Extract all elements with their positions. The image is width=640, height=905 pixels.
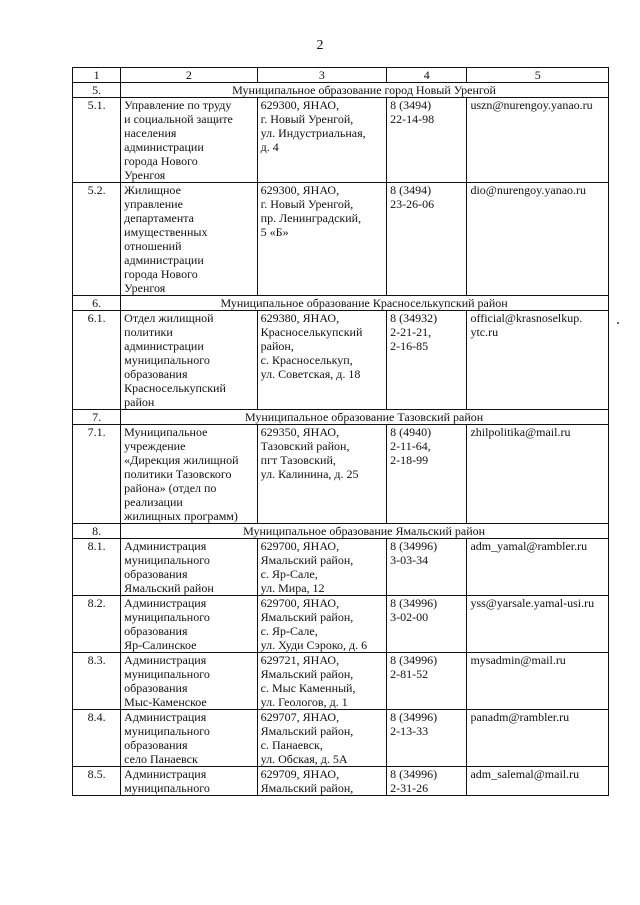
section-number-text: 7. (92, 410, 102, 424)
organization-email (467, 710, 609, 767)
row-number-text: 6.1. (87, 311, 106, 325)
organization-email-text: yss@yarsale.yamal-usi.ru (470, 596, 595, 610)
row-number (73, 311, 121, 410)
organization-name (121, 767, 258, 796)
organization-phone-text: 8 (34996) 2-81-52 (390, 653, 438, 681)
row-number-text: 8.3. (87, 653, 106, 667)
organization-email (467, 539, 609, 596)
organization-email (467, 183, 609, 296)
row-number (73, 98, 121, 183)
section-number (73, 410, 121, 425)
organization-phone-text: 8 (34996) 2-31-26 (390, 767, 438, 795)
section-number-text: 5. (92, 83, 102, 97)
section-title-text: Муниципальное образование Тазовский район (245, 410, 484, 424)
organization-phone-text: 8 (34932) 2-21-21, 2-16-85 (390, 311, 438, 353)
column-number: 4 (387, 68, 467, 83)
section-number (73, 524, 121, 539)
section-title (121, 296, 609, 311)
organization-address-text: 629707, ЯНАО, Ямальский район, с. Панаевск, ул. Обская, д. 5А (260, 710, 354, 766)
organization-name-text: Администрация муниципального образования Яр-Салинское (124, 596, 210, 652)
organization-address (257, 183, 386, 296)
organization-phone-text: 8 (3494) 22-14-98 (390, 98, 435, 126)
organization-name (121, 653, 258, 710)
organization-name-text: Администрация муниципального образования село Панаевск (124, 710, 210, 766)
organization-address (257, 710, 386, 767)
table-row (73, 767, 609, 796)
scan-speck (617, 322, 619, 324)
section-number (73, 296, 121, 311)
organization-address-text: 629300, ЯНАО, г. Новый Уренгой, пр. Ленинградский, 5 «Б» (260, 183, 362, 239)
section-number (73, 83, 121, 98)
organization-name-text: Жилищное управление департамента имущественных отношений администрации города Нового Уренгоя (124, 183, 208, 295)
row-number-text: 5.1. (87, 98, 106, 112)
organization-address-text: 629721, ЯНАО, Ямальский район, с. Мыс Каменный, ул. Геологов, д. 1 (260, 653, 356, 709)
row-number-text: 5.2. (87, 183, 106, 197)
organization-email-text: adm_salemal@mail.ru (470, 767, 580, 781)
table-row (73, 311, 609, 410)
page-number: 2 (316, 38, 324, 53)
organization-name (121, 311, 258, 410)
row-number (73, 425, 121, 524)
organization-address-text: 629700, ЯНАО, Ямальский район, с. Яр-Сале, ул. Мира, 12 (260, 539, 354, 595)
organization-address-text: 629300, ЯНАО, г. Новый Уренгой, ул. Индустриальная, д. 4 (260, 98, 366, 154)
column-number-row (73, 68, 609, 83)
row-number (73, 710, 121, 767)
section-header-row (73, 83, 609, 98)
organization-name-text: Администрация муниципального образования Мыс-Каменское (124, 653, 210, 709)
organization-phone (387, 767, 467, 796)
organization-email-text: adm_yamal@rambler.ru (470, 539, 588, 553)
section-number-text: 6. (92, 296, 102, 310)
row-number-text: 7.1. (87, 425, 106, 439)
section-title-text: Муниципальное образование город Новый Уренгой (232, 83, 496, 97)
organization-email-text: dio@nurengoy.yanao.ru (470, 183, 587, 197)
table-row (73, 596, 609, 653)
row-number (73, 653, 121, 710)
section-header-row (73, 296, 609, 311)
organization-email (467, 311, 609, 410)
column-number: 2 (121, 68, 258, 83)
organization-phone (387, 596, 467, 653)
table-row (73, 539, 609, 596)
table-row (73, 653, 609, 710)
organization-email-text: zhilpolitika@mail.ru (470, 425, 571, 439)
organization-name (121, 183, 258, 296)
organization-email-text: panadm@rambler.ru (470, 710, 570, 724)
organization-email-text: official@krasnoselkup. ytc.ru (470, 311, 583, 339)
organization-name (121, 710, 258, 767)
organization-phone (387, 539, 467, 596)
row-number-text: 8.5. (87, 767, 106, 781)
organization-address (257, 425, 386, 524)
organization-address-text: 629709, ЯНАО, Ямальский район, (260, 767, 354, 795)
row-number-text: 8.1. (87, 539, 106, 553)
table-row (73, 98, 609, 183)
organization-phone (387, 311, 467, 410)
organization-email (467, 98, 609, 183)
organization-phone-text: 8 (3494) 23-26-06 (390, 183, 435, 211)
row-number (73, 183, 121, 296)
section-header-row (73, 524, 609, 539)
organization-address (257, 98, 386, 183)
row-number (73, 767, 121, 796)
organization-name (121, 98, 258, 183)
column-number: 5 (467, 68, 609, 83)
row-number-text: 8.2. (87, 596, 106, 610)
organization-email-text: mysadmin@mail.ru (470, 653, 566, 667)
section-number-text: 8. (92, 524, 102, 538)
section-title-text: Муниципальное образование Ямальский район (243, 524, 486, 538)
organization-phone (387, 183, 467, 296)
organization-address (257, 767, 386, 796)
section-header-row (73, 410, 609, 425)
organization-phone-text: 8 (34996) 2-13-33 (390, 710, 438, 738)
column-number: 3 (257, 68, 386, 83)
organization-address (257, 539, 386, 596)
organization-name-text: Администрация муниципального (124, 767, 210, 795)
organization-phone-text: 8 (34996) 3-03-34 (390, 539, 438, 567)
organization-address-text: 629700, ЯНАО, Ямальский район, с. Яр-Сале, ул. Худи Сэроко, д. 6 (260, 596, 368, 652)
section-title (121, 410, 609, 425)
table-row (73, 425, 609, 524)
organization-phone-text: 8 (4940) 2-11-64, 2-18-99 (390, 425, 432, 467)
organization-address-text: 629350, ЯНАО, Тазовский район, пгт Тазовский, ул. Калинина, д. 25 (260, 425, 359, 481)
organization-name (121, 425, 258, 524)
organization-name-text: Муниципальное учреждение «Дирекция жилищной политики Тазовского района» (отдел по реализации жилищных программ) (124, 425, 239, 523)
organization-phone-text: 8 (34996) 3-02-00 (390, 596, 438, 624)
contacts-table (72, 67, 609, 796)
organization-address (257, 311, 386, 410)
section-title-text: Муниципальное образование Красноселькупский район (220, 296, 508, 310)
organization-email (467, 653, 609, 710)
organization-address-text: 629380, ЯНАО, Красноселькупский район, с. Красноселькуп, ул. Советская, д. 18 (260, 311, 363, 381)
table-row (73, 183, 609, 296)
organization-email-text: uszn@nurengoy.yanao.ru (470, 98, 593, 112)
organization-phone (387, 98, 467, 183)
table-row (73, 710, 609, 767)
row-number (73, 596, 121, 653)
organization-name-text: Управление по труду и социальной защите населения администрации города Нового Уренгоя (124, 98, 233, 182)
organization-address (257, 653, 386, 710)
organization-email (467, 425, 609, 524)
organization-name (121, 596, 258, 653)
section-title (121, 83, 609, 98)
row-number-text: 8.4. (87, 710, 106, 724)
organization-name-text: Отдел жилищной политики администрации муниципального образования Красноселькупский район (124, 311, 226, 409)
table-body (73, 68, 609, 796)
organization-address (257, 596, 386, 653)
column-number: 1 (73, 68, 121, 83)
organization-email (467, 596, 609, 653)
organization-name (121, 539, 258, 596)
organization-phone (387, 710, 467, 767)
organization-phone (387, 653, 467, 710)
organization-email (467, 767, 609, 796)
organization-name-text: Администрация муниципального образования Ямальский район (124, 539, 214, 595)
row-number (73, 539, 121, 596)
organization-phone (387, 425, 467, 524)
section-title (121, 524, 609, 539)
